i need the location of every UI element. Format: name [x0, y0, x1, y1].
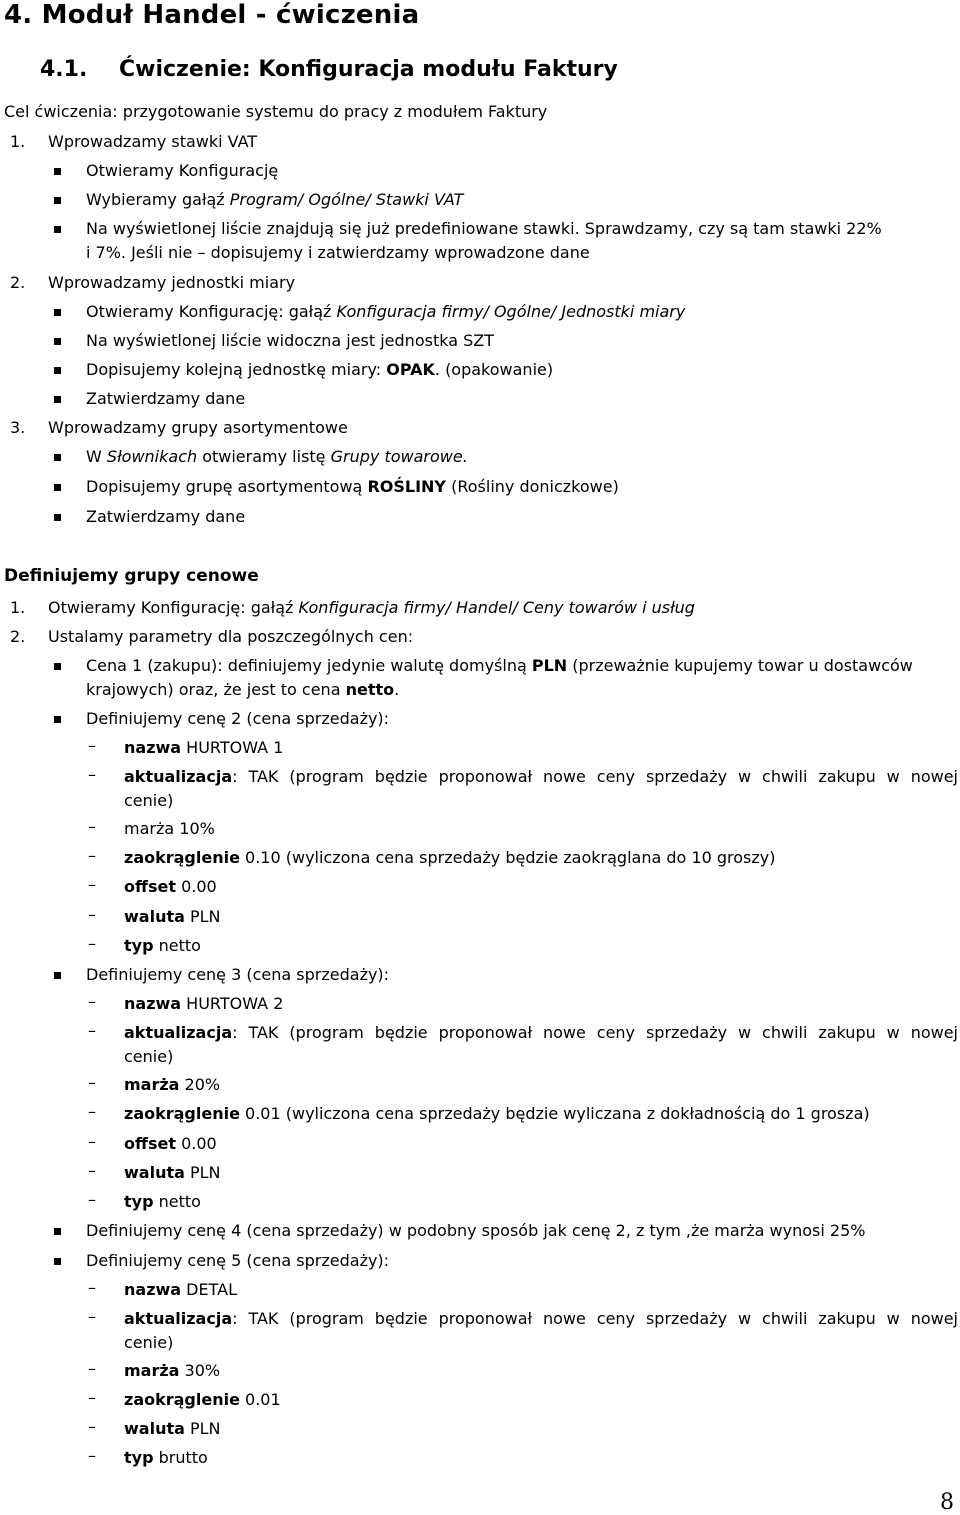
price-param: typ brutto [124, 1448, 208, 1467]
bullet-icon [54, 168, 61, 175]
price-param: zaokrąglenie 0.01 (wyliczona cena sprzedaży będzie wyliczana z dokładnością do 1 grosza) [124, 1104, 870, 1123]
price-param: marża 20% [124, 1075, 221, 1094]
dash-marker: – [88, 1307, 96, 1326]
list-item: Cena 1 (zakupu): definiujemy jedynie walutę domyślną PLN (przeważnie kupujemy towar u dostawców [86, 656, 913, 675]
list-item: Dopisujemy kolejną jednostkę miary: OPAK. (opakowanie) [86, 360, 554, 379]
price-param: marża 30% [124, 1361, 221, 1380]
price-param: nazwa DETAL [124, 1280, 237, 1299]
price-param: aktualizacja: TAK (program będzie proponował nowe ceny sprzedaży w chwili zakupu w nowej [124, 767, 958, 786]
dash-marker: – [88, 1388, 96, 1407]
dash-marker: – [88, 1190, 96, 1209]
price-param: waluta PLN [124, 1419, 221, 1438]
subsection-heading: Definiujemy grupy cenowe [4, 566, 259, 586]
price-param: aktualizacja: TAK (program będzie proponował nowe ceny sprzedaży w chwili zakupu w nowej [124, 1309, 958, 1328]
dash-marker: – [88, 1021, 96, 1040]
dash-marker: – [88, 1073, 96, 1092]
price-param: marża 10% [124, 819, 215, 838]
price-param: nazwa HURTOWA 1 [124, 738, 284, 757]
bullet-icon [54, 454, 61, 461]
price-param-continuation: cenie) [124, 791, 174, 810]
price-param: waluta PLN [124, 1163, 221, 1182]
list-item: Definiujemy cenę 3 (cena sprzedaży): [86, 965, 390, 984]
price-param-continuation: cenie) [124, 1333, 174, 1352]
dash-marker: – [88, 846, 96, 865]
dash-marker: – [88, 1417, 96, 1436]
list-item: Zatwierdzamy dane [86, 389, 246, 408]
list-item: Otwieramy Konfigurację: gałąź Konfiguracja firmy/ Ogólne/ Jednostki miary [86, 302, 686, 321]
price-param: typ netto [124, 1192, 201, 1211]
step-number: 2. [10, 627, 26, 646]
bullet-icon [54, 484, 61, 491]
price-param: zaokrąglenie 0.01 [124, 1390, 281, 1409]
dash-marker: – [88, 905, 96, 924]
price-param: offset 0.00 [124, 1134, 217, 1153]
list-item: Dopisujemy grupę asortymentową ROŚLINY (Rośliny doniczkowe) [86, 477, 619, 496]
price-param: waluta PLN [124, 907, 221, 926]
price-param: aktualizacja: TAK (program będzie proponował nowe ceny sprzedaży w chwili zakupu w nowej [124, 1023, 958, 1042]
step-number: 1. [10, 598, 26, 617]
step-text: Wprowadzamy grupy asortymentowe [48, 418, 348, 437]
list-item: Otwieramy Konfigurację [86, 161, 279, 180]
list-item: Na wyświetlonej liście widoczna jest jednostka SZT [86, 331, 494, 350]
page-title: 4. Moduł Handel - ćwiczenia [4, 0, 420, 30]
price-param-continuation: cenie) [124, 1047, 174, 1066]
bullet-icon [54, 663, 61, 670]
bullet-icon [54, 1258, 61, 1265]
step-text: Wprowadzamy stawki VAT [48, 132, 258, 151]
list-item: Wybieramy gałąź Program/ Ogólne/ Stawki VAT [86, 190, 464, 209]
dash-marker: – [88, 1132, 96, 1151]
dash-marker: – [88, 1359, 96, 1378]
bullet-icon [54, 367, 61, 374]
list-item-continuation: krajowych) oraz, że jest to cena netto. [86, 680, 400, 699]
bullet-icon [54, 309, 61, 316]
dash-marker: – [88, 1278, 96, 1297]
price-param: nazwa HURTOWA 2 [124, 994, 284, 1013]
step-number: 3. [10, 418, 26, 437]
dash-marker: – [88, 992, 96, 1011]
dash-marker: – [88, 875, 96, 894]
bullet-icon [54, 716, 61, 723]
dash-marker: – [88, 934, 96, 953]
list-item: Definiujemy cenę 5 (cena sprzedaży): [86, 1251, 390, 1270]
dash-marker: – [88, 817, 96, 836]
list-item: W Słownikach otwieramy listę Grupy towarowe. [86, 447, 468, 466]
list-item: Na wyświetlonej liście znajdują się już predefiniowane stawki. Sprawdzamy, czy są tam stawki 22% [86, 219, 882, 238]
step-text: Wprowadzamy jednostki miary [48, 273, 296, 292]
step-text: Ustalamy parametry dla poszczególnych cen: [48, 627, 414, 646]
step-number: 2. [10, 273, 26, 292]
section-title: Ćwiczenie: Konfiguracja modułu Faktury [119, 57, 618, 82]
bullet-icon [54, 514, 61, 521]
dash-marker: – [88, 736, 96, 755]
bullet-icon [54, 338, 61, 345]
list-item: Definiujemy cenę 2 (cena sprzedaży): [86, 709, 390, 728]
bullet-icon [54, 396, 61, 403]
dash-marker: – [88, 1102, 96, 1121]
list-item: Definiujemy cenę 4 (cena sprzedaży) w podobny sposób jak cenę 2, z tym ,że marża wynosi 25% [86, 1221, 866, 1240]
step-number: 1. [10, 132, 26, 151]
dash-marker: – [88, 1161, 96, 1180]
page-number: 8 [940, 1490, 954, 1515]
exercise-goal: Cel ćwiczenia: przygotowanie systemu do pracy z modułem Faktury [4, 102, 548, 121]
price-param: typ netto [124, 936, 201, 955]
list-item-continuation: i 7%. Jeśli nie – dopisujemy i zatwierdzamy wprowadzone dane [86, 243, 590, 262]
step-text: Otwieramy Konfigurację: gałąź Konfiguracja firmy/ Handel/ Ceny towarów i usług [48, 598, 695, 617]
price-param: zaokrąglenie 0.10 (wyliczona cena sprzedaży będzie zaokrąglana do 10 groszy) [124, 848, 776, 867]
price-param: offset 0.00 [124, 877, 217, 896]
section-number: 4.1. [40, 57, 88, 82]
bullet-icon [54, 197, 61, 204]
bullet-icon [54, 1228, 61, 1235]
bullet-icon [54, 226, 61, 233]
dash-marker: – [88, 765, 96, 784]
bullet-icon [54, 972, 61, 979]
list-item: Zatwierdzamy dane [86, 507, 246, 526]
dash-marker: – [88, 1446, 96, 1465]
